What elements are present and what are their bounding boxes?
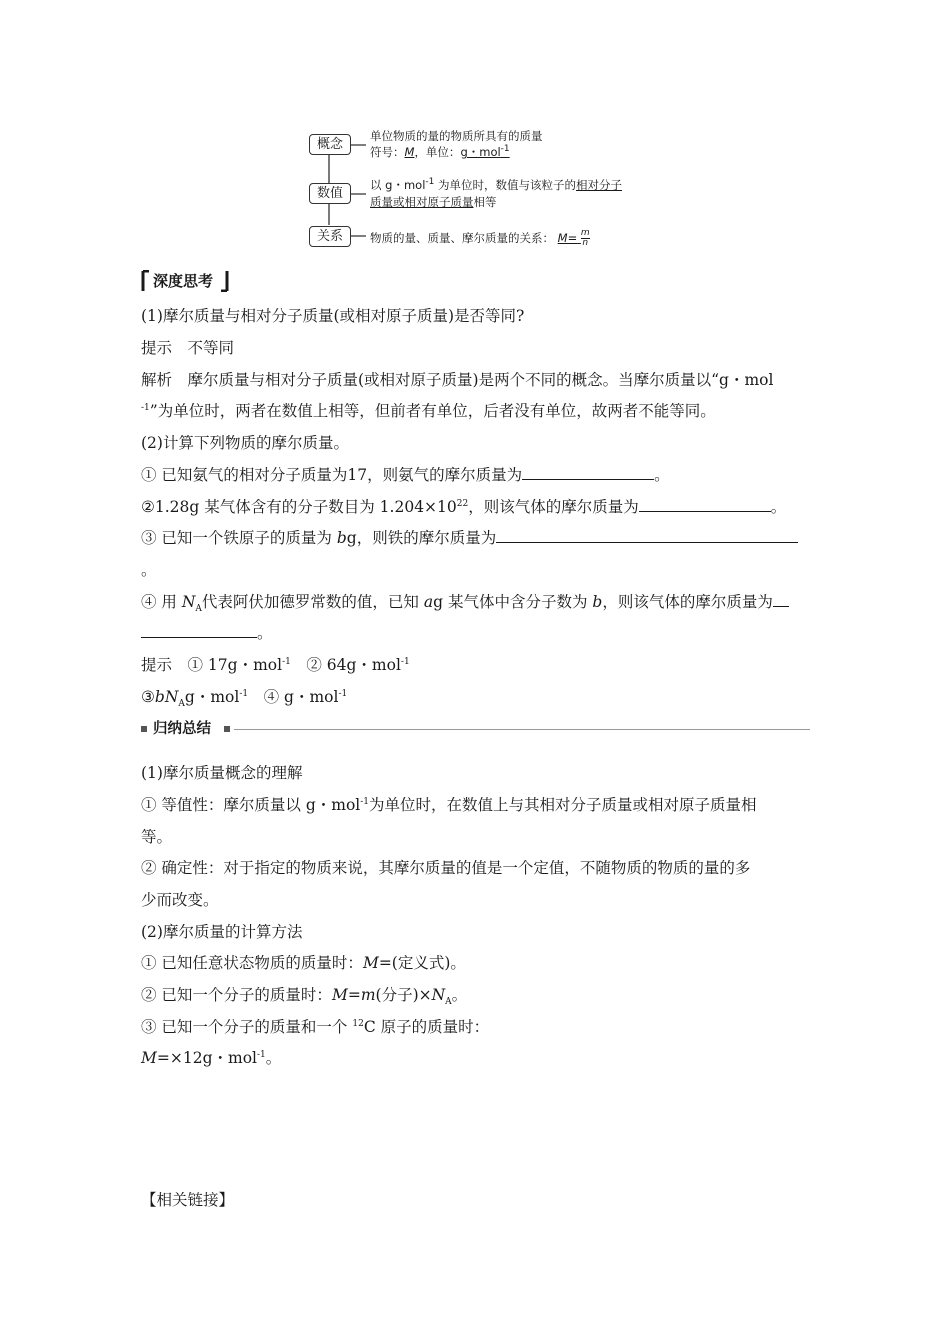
summary-s2c: ③ 已知一个分子的质量和一个 $^{12}$C 原子的质量时：	[141, 1018, 490, 1036]
question-1: (1)摩尔质量与相对分子质量(或相对原子质量)是否等同?	[141, 307, 525, 325]
item-2: ②1.28g 某气体含有的分子数目为 $1.204\times 10^{22}$，则该气体的摩尔质量为 。	[141, 498, 787, 516]
summary-s1: (1)摩尔质量概念的理解	[141, 764, 303, 782]
concept-definition: 单位物质的量的物质所具有的质量	[370, 129, 543, 143]
summary-s1b: ② 确定性：对于指定的物质来说，其摩尔质量的值是一个定值，不随物质的物质的量的多	[141, 859, 751, 877]
item-3-end: 。	[141, 561, 157, 579]
summary-s1a: ① 等值性：摩尔质量以 g・mol$^{-1}$为单位时，在数值上与其相对分子质量或相对原子质量相	[141, 796, 757, 814]
answer-hint-line-1: 提示 ① 17g・mol$^{-1}$ ② 64g・mol$^{-1}$	[141, 656, 410, 674]
diagram-box-value: 数值	[309, 183, 351, 204]
question-2: (2)计算下列物质的摩尔质量。	[141, 434, 349, 452]
answer-blank-2[interactable]	[639, 497, 771, 512]
item-3: ③ 已知一个铁原子的质量为 bg，则铁的摩尔质量为	[141, 528, 798, 548]
item-1: ① 已知氨气的相对分子质量为17，则氨气的摩尔质量为 。	[141, 466, 670, 484]
value-line-2: 质量或相对原子质量相等	[370, 195, 497, 209]
concept-symbol-line: 符号：M，单位：g・mol$^{-1}$	[370, 144, 510, 159]
bracket-left-icon	[141, 270, 151, 292]
diagram-box-relation: 关系	[309, 226, 351, 247]
item-4: ④ 用 $N_A$代表阿伏加德罗常数的值，已知 ag 某气体中含分子数为 b，则该气体的摩尔质量为	[141, 592, 789, 612]
answer-blank-1[interactable]	[522, 465, 654, 480]
hint-1: 提示 不等同	[141, 339, 235, 357]
analysis-line-1: 解析 摩尔质量与相对分子质量(或相对原子质量)是两个不同的概念。当摩尔质量以“g・mol	[141, 371, 774, 389]
bracket-right-icon	[219, 270, 229, 292]
answer-blank-4a[interactable]	[773, 592, 789, 607]
divider-line	[234, 729, 810, 730]
related-links-heading: 【相关链接】	[141, 1191, 235, 1209]
summary-title: 归纳总结	[153, 721, 211, 737]
answer-hint-line-2: $③bN_Ag$・mol$^{-1}$ ④ g・mol$^{-1}$	[141, 688, 348, 710]
summary-s2b: ② 已知一个分子的质量时：M=m(分子)$\times N_A$。	[141, 986, 468, 1008]
summary-s2a: ① 已知任意状态物质的质量时：M=(定义式)。	[141, 954, 466, 972]
square-bullet-icon	[141, 726, 147, 732]
analysis-line-2: $^{-1}$”为单位时，两者在数值上相等，但前者有单位，后者没有单位，故两者不能等同。	[141, 402, 716, 420]
summary-s1b-cont: 少而改变。	[141, 891, 219, 909]
summary-s2d: M=×12g・mol$^{-1}$。	[141, 1049, 282, 1067]
answer-blank-3[interactable]	[496, 528, 798, 543]
relation-line: 物质的量、质量、摩尔质量的关系： M= $\frac{m}{n}$	[370, 228, 590, 248]
square-bullet-icon	[224, 726, 230, 732]
diagram-box-concept: 概念	[309, 134, 351, 155]
deep-thinking-title: 深度思考	[153, 272, 214, 290]
summary-s1a-cont: 等。	[141, 828, 173, 846]
item-4-cont: 。	[141, 623, 273, 643]
answer-blank-4b[interactable]	[141, 623, 257, 638]
value-line-1: 以 g・mol$^{-1}$ 为单位时，数值与该粒子的相对分子	[370, 177, 623, 192]
summary-s2: (2)摩尔质量的计算方法	[141, 923, 303, 941]
